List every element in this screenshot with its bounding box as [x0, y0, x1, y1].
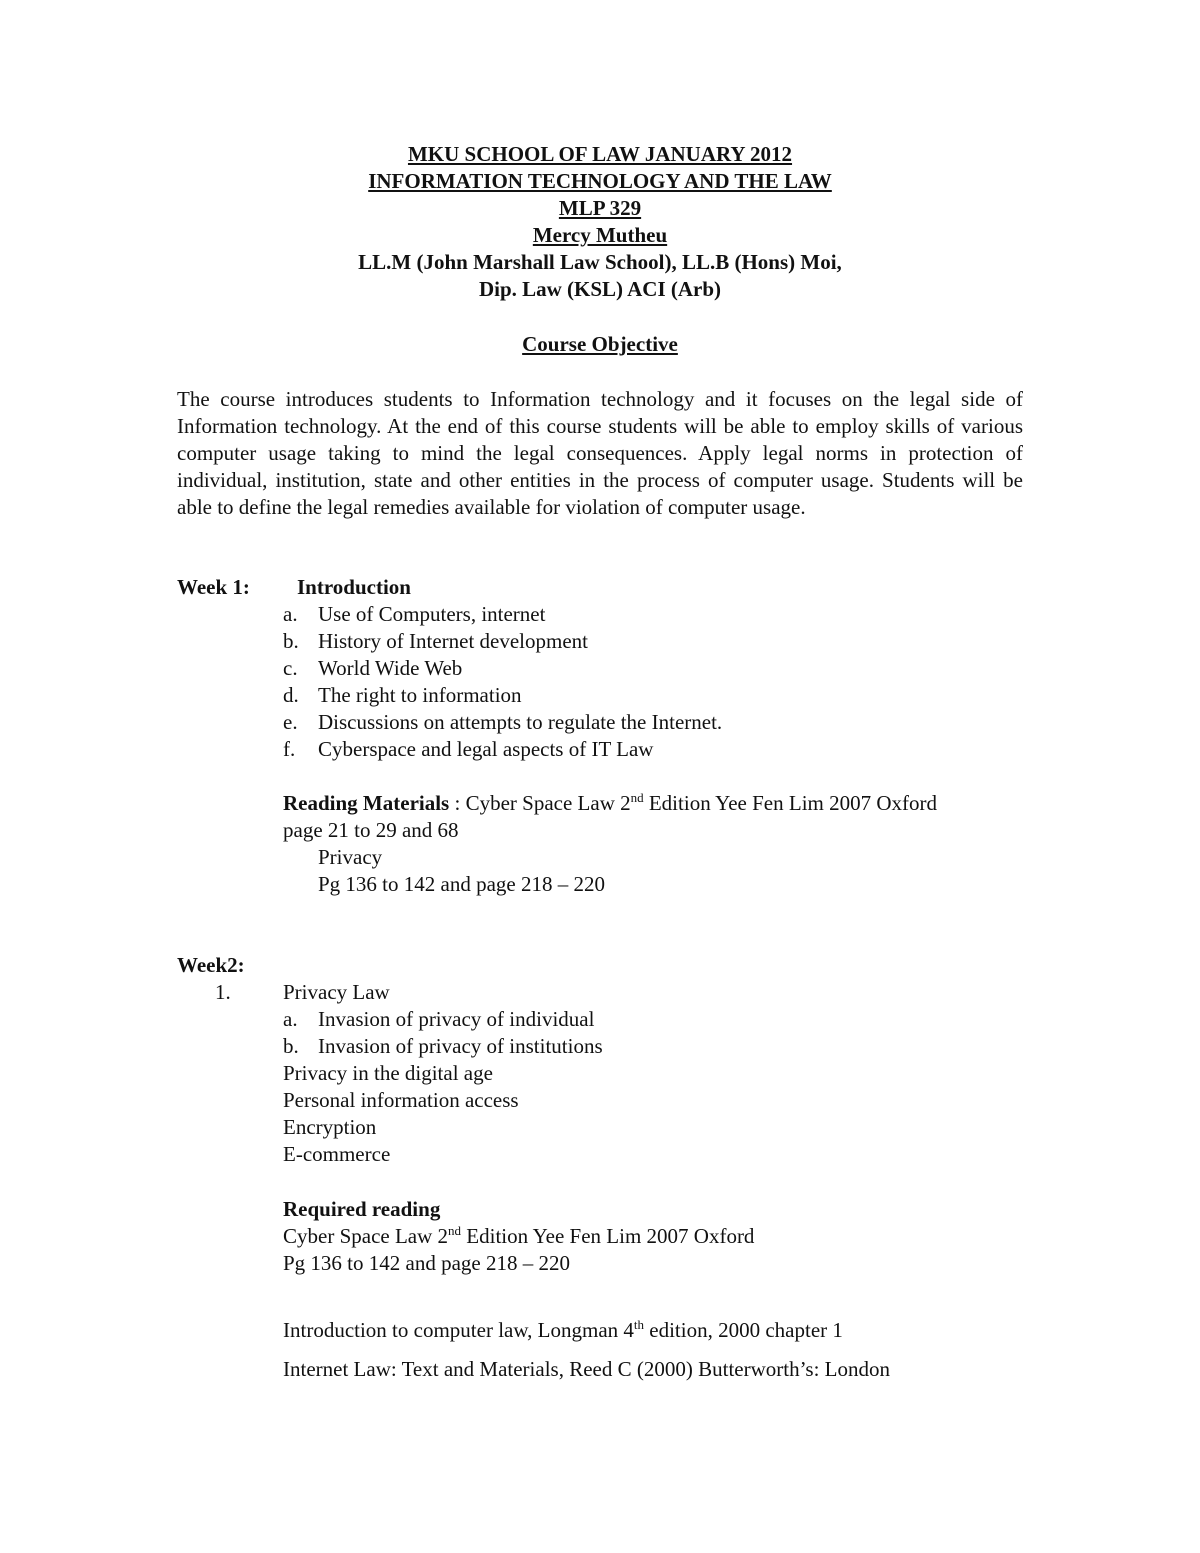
list-item: b. History of Internet development: [283, 629, 589, 653]
week2-topic: Privacy Law: [283, 980, 390, 1004]
lecturer-credentials-2: Dip. Law (KSL) ACI (Arb): [478, 277, 722, 301]
week2-subtopic: Encryption: [283, 1115, 377, 1139]
objective-paragraph: The course introduces students to Information technology and it focuses on the legal side of Information technology. At the end of this course students will be able to employ skills of various computer usage taking to mind the legal consequences. Apply legal norms in protection of individual, institution, state and other entities in the process of computer usage. Students will be able to define the legal remedies available for violation of computer usage.: [177, 387, 1023, 519]
week1-label: Week 1:: [177, 575, 250, 599]
required-reading-heading: Required reading: [283, 1197, 441, 1221]
week1-reading-pages: page 21 to 29 and 68: [283, 818, 459, 842]
week1-privacy-pages: Pg 136 to 142 and page 218 – 220: [318, 872, 605, 896]
week1-privacy: Privacy: [318, 845, 383, 869]
week2-label: Week2:: [177, 953, 245, 977]
list-item: e. Discussions on attempts to regulate the Internet.: [283, 710, 723, 734]
week1-title: Introduction: [297, 575, 411, 599]
list-item: c. World Wide Web: [283, 656, 463, 680]
course-title: INFORMATION TECHNOLOGY AND THE LAW: [368, 169, 832, 193]
week2-topic-number: 1.: [215, 980, 231, 1004]
reading-book-3: Internet Law: Text and Materials, Reed C (2000) Butterworth’s: London: [283, 1357, 891, 1381]
week2-subtopic: E-commerce: [283, 1142, 391, 1166]
course-code: MLP 329: [558, 196, 642, 220]
list-item: d. The right to information: [283, 683, 522, 707]
list-item: a. Use of Computers, internet: [283, 602, 546, 626]
school-title: MKU SCHOOL OF LAW JANUARY 2012: [407, 142, 793, 166]
reading-book-2: Introduction to computer law, Longman 4th edition, 2000 chapter 1: [283, 1317, 843, 1342]
reading-materials-label: Reading Materials: [283, 791, 450, 815]
lecturer-credentials: LL.M (John Marshall Law School), LL.B (Hons) Moi,: [358, 250, 842, 274]
week2-subtopic: Personal information access: [283, 1088, 519, 1112]
lecturer-name: Mercy Mutheu: [532, 223, 668, 247]
week2-subtopic: Privacy in the digital age: [283, 1061, 493, 1085]
reading-book-1-pages: Pg 136 to 142 and page 218 – 220: [283, 1251, 570, 1275]
list-item: f. Cyberspace and legal aspects of IT Law: [283, 737, 654, 761]
list-item: a. Invasion of privacy of individual: [283, 1007, 595, 1031]
list-item: b. Invasion of privacy of institutions: [283, 1034, 603, 1058]
document-header: [0, 141, 1200, 303]
week1-reading-materials: Reading Materials : Cyber Space Law 2nd Edition Yee Fen Lim 2007 Oxford: [283, 790, 938, 815]
reading-book-1: Cyber Space Law 2nd Edition Yee Fen Lim 2007 Oxford: [283, 1223, 755, 1248]
section-heading-objective: Course Objective: [522, 332, 678, 356]
